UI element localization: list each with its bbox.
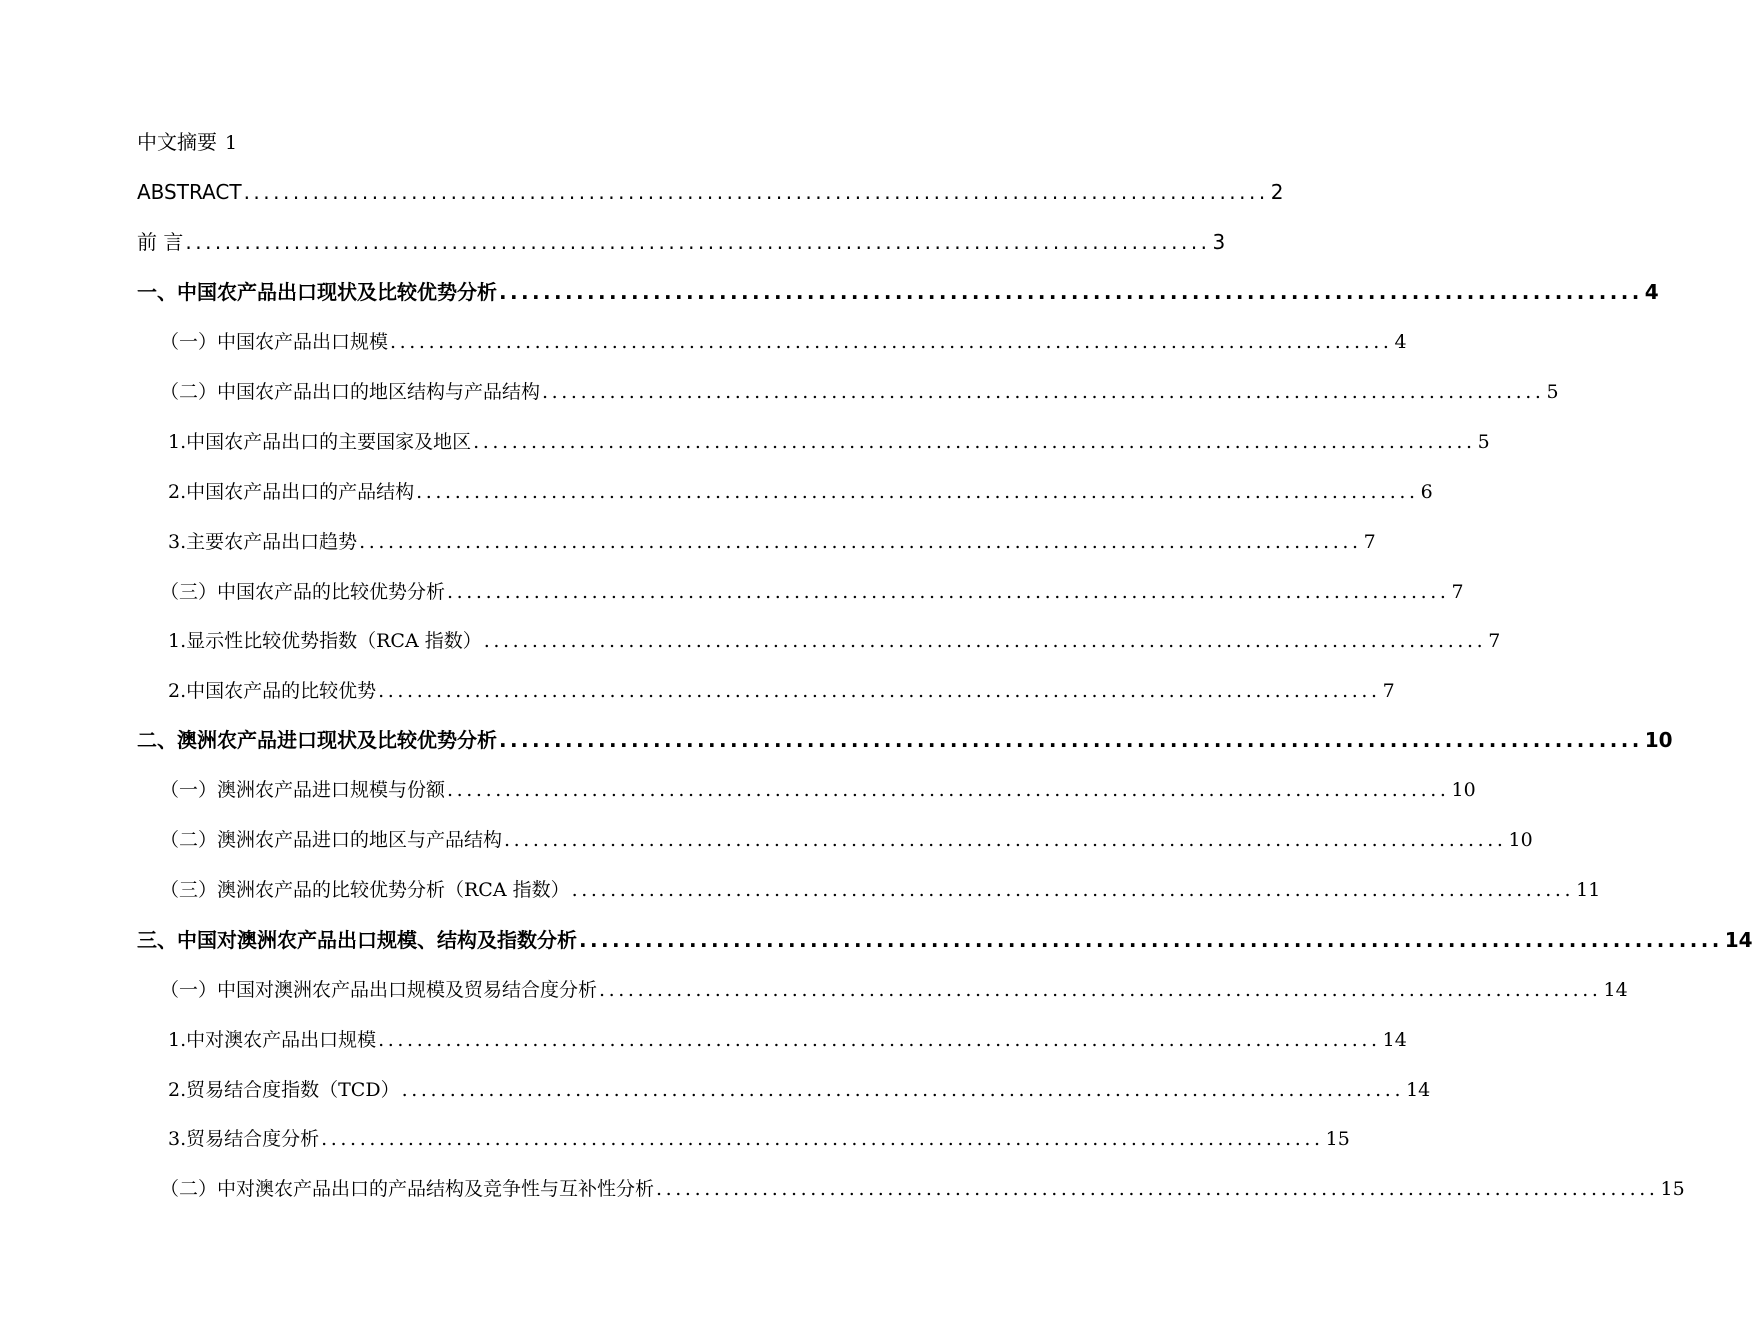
toc-entry-chinese-abstract (137, 127, 237, 157)
toc-leader-dots: ........................................................................................................ (542, 381, 1545, 403)
toc-leader-dots: ........................................................................................................ (185, 230, 1211, 254)
toc-entry-title: （三）澳洲农产品的比较优势分析（RCA 指数） (160, 879, 570, 901)
toc-entry-chapter-1 (137, 277, 1659, 307)
toc-entry-title: （一）中国对澳洲农产品出口规模及贸易结合度分析 (160, 979, 598, 1001)
toc-entry-title: （一）中国农产品出口规模 (160, 331, 389, 353)
toc-entry-subsection (168, 527, 1376, 557)
toc-entry-page: 1 (225, 132, 238, 154)
toc-entry-preface (137, 227, 1226, 257)
toc-entry-title: （一）澳洲农产品进口规模与份额 (160, 779, 446, 801)
toc-leader-dots: ........................................................................................................ (378, 1029, 1381, 1051)
toc-entry-page: 5 (1477, 431, 1490, 453)
toc-entry-subsection (168, 427, 1490, 457)
toc-entry-page: 4 (1644, 280, 1659, 304)
toc-entry-page: 14 (1724, 928, 1753, 952)
toc-leader-dots: ........................................................................................................ (401, 1079, 1405, 1101)
toc-entry-subsection (168, 1124, 1350, 1154)
toc-entry-section (160, 1174, 1685, 1204)
toc-entry-title: （二）中国农产品出口的地区结构与产品结构 (160, 381, 541, 403)
toc-entry-page: 7 (1363, 531, 1376, 553)
toc-entry-subsection (168, 1025, 1407, 1055)
toc-entry-page: 14 (1382, 1029, 1407, 1051)
toc-leader-dots: ........................................................................................................ (499, 728, 1643, 752)
toc-entry-page: 10 (1508, 829, 1533, 851)
toc-entry-title: （二）澳洲农产品进口的地区与产品结构 (160, 829, 503, 851)
toc-entry-page: 14 (1406, 1079, 1431, 1101)
toc-entry-title: 2.贸易结合度指数（TCD） (168, 1079, 400, 1101)
toc-entry-title: ABSTRACT (137, 180, 242, 204)
toc-entry-page: 11 (1576, 879, 1601, 901)
toc-leader-dots: ........................................................................................................ (447, 581, 1450, 603)
toc-leader-dots: ........................................................................................................ (447, 779, 1450, 801)
toc-entry-page: 4 (1394, 331, 1407, 353)
toc-leader-dots: ........................................................................................................ (378, 680, 1381, 702)
toc-entry-title: 1.中国农产品出口的主要国家及地区 (168, 431, 472, 453)
toc-leader-dots: ........................................................................................................ (473, 431, 1476, 453)
toc-leader-dots: ........................................................................................................ (390, 331, 1393, 353)
toc-leader-dots: ........................................................................................................ (504, 829, 1507, 851)
toc-entry-page: 7 (1451, 581, 1464, 603)
toc-entry-page: 10 (1451, 779, 1476, 801)
toc-entry-title: 三、中国对澳洲农产品出口规模、结构及指数分析 (137, 928, 577, 952)
toc-entry-title: 3.主要农产品出口趋势 (168, 531, 358, 553)
toc-leader-dots: ........................................................................................................ (243, 180, 1269, 204)
toc-leader-dots: ........................................................................................................ (656, 1178, 1659, 1200)
toc-entry-chapter-2 (137, 725, 1673, 755)
toc-entry-title: 3.贸易结合度分析 (168, 1128, 320, 1150)
toc-entry-title: 一、中国农产品出口现状及比较优势分析 (137, 280, 497, 304)
toc-leader-dots: ........................................................................................................ (359, 531, 1362, 553)
toc-entry-title: 中文摘要 (137, 130, 217, 154)
toc-entry-page: 7 (1488, 630, 1501, 652)
toc-leader-dots: ........................................................................................................ (599, 979, 1602, 1001)
toc-entry-section (160, 875, 1601, 905)
toc-entry-subsection (168, 477, 1433, 507)
toc-leader-dots: ........................................................................................................ (499, 280, 1643, 304)
toc-entry-title: （三）中国农产品的比较优势分析 (160, 581, 446, 603)
toc-leader-dots: ........................................................................................................ (483, 630, 1487, 652)
toc-entry-subsection (168, 626, 1501, 656)
toc-entry-page: 7 (1382, 680, 1395, 702)
toc-entry-subsection (168, 676, 1395, 706)
toc-entry-page: 15 (1660, 1178, 1685, 1200)
toc-entry-subsection (168, 1075, 1431, 1105)
toc-entry-title: 前 言 (137, 230, 184, 254)
toc-entry-page: 15 (1325, 1128, 1350, 1150)
toc-entry-chapter-3 (137, 925, 1753, 955)
toc-entry-section (160, 775, 1476, 805)
toc-leader-dots: ........................................................................................................ (571, 879, 1575, 901)
toc-entry-section (160, 327, 1407, 357)
toc-leader-dots: ........................................................................................................ (579, 928, 1723, 952)
toc-entry-section (160, 377, 1559, 407)
toc-entry-section (160, 577, 1464, 607)
toc-leader-dots: ........................................................................................................ (416, 481, 1419, 503)
toc-entry-page: 5 (1546, 381, 1559, 403)
toc-entry-title: 1.中对澳农产品出口规模 (168, 1029, 377, 1051)
toc-entry-page: 2 (1270, 180, 1284, 204)
toc-entry-page: 10 (1644, 728, 1673, 752)
toc-leader-dots: ........................................................................................................ (321, 1128, 1324, 1150)
toc-entry-title: 1.显示性比较优势指数（RCA 指数） (168, 630, 482, 652)
toc-entry-section (160, 975, 1628, 1005)
toc-entry-title: 二、澳洲农产品进口现状及比较优势分析 (137, 728, 497, 752)
toc-entry-page: 14 (1603, 979, 1628, 1001)
toc-entry-abstract (137, 177, 1284, 207)
toc-entry-section (160, 825, 1533, 855)
toc-entry-page: 3 (1212, 230, 1226, 254)
toc-entry-title: （二）中对澳农产品出口的产品结构及竞争性与互补性分析 (160, 1178, 655, 1200)
toc-entry-page: 6 (1420, 481, 1433, 503)
toc-entry-title: 2.中国农产品的比较优势 (168, 680, 377, 702)
toc-entry-title: 2.中国农产品出口的产品结构 (168, 481, 415, 503)
